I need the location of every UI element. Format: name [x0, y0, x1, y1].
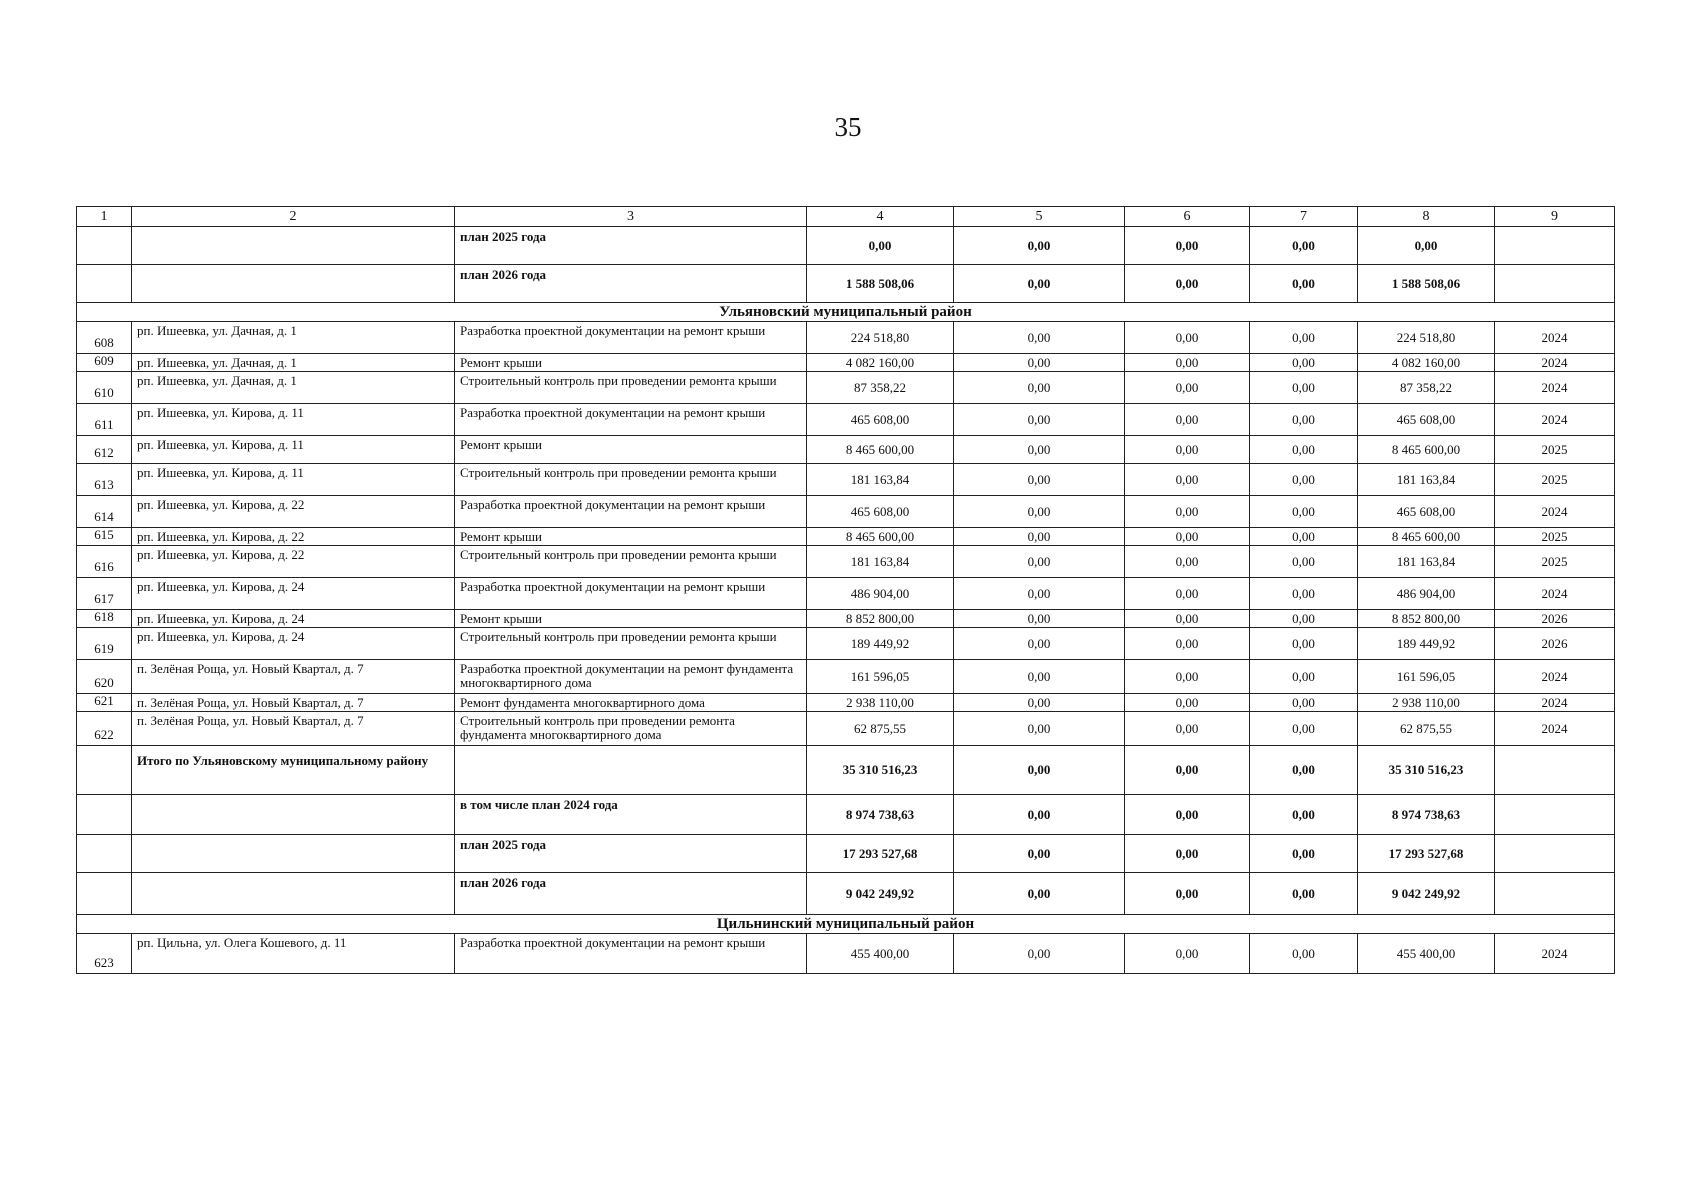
amount-c5: 0,00 — [954, 934, 1125, 974]
work-type-cell: Разработка проектной документации на ремонт крыши — [455, 496, 807, 528]
column-header: 1 — [77, 207, 132, 227]
year-cell: 2024 — [1495, 354, 1615, 372]
year-cell: 2025 — [1495, 528, 1615, 546]
amount-c5: 0,00 — [954, 227, 1125, 265]
amount-c8: 8 974 738,63 — [1358, 795, 1495, 835]
address-cell: рп. Ишеевка, ул. Кирова, д. 24 — [132, 628, 455, 660]
work-type-cell: Строительный контроль при проведении ремонта крыши — [455, 464, 807, 496]
amount-c8: 486 904,00 — [1358, 578, 1495, 610]
column-header: 5 — [954, 207, 1125, 227]
plan-label: в том числе план 2024 года — [455, 795, 807, 835]
column-header-row — [77, 207, 1615, 227]
amount-c7: 0,00 — [1250, 660, 1358, 694]
plan-row — [77, 795, 1615, 835]
table-row — [77, 628, 1615, 660]
work-type-cell: Разработка проектной документации на ремонт фундамента многоквартирного дома — [455, 660, 807, 694]
total-c5: 0,00 — [954, 746, 1125, 795]
amount-c7: 0,00 — [1250, 694, 1358, 712]
empty-cell — [77, 873, 132, 915]
total-c8: 35 310 516,23 — [1358, 746, 1495, 795]
row-number: 608 — [77, 322, 132, 354]
amount-c4: 486 904,00 — [807, 578, 954, 610]
plan-row — [77, 227, 1615, 265]
column-header: 7 — [1250, 207, 1358, 227]
address-cell: рп. Ишеевка, ул. Дачная, д. 1 — [132, 354, 455, 372]
year-cell: 2025 — [1495, 546, 1615, 578]
address-cell: рп. Ишеевка, ул. Кирова, д. 22 — [132, 528, 455, 546]
year-cell: 2024 — [1495, 660, 1615, 694]
empty-cell — [132, 873, 455, 915]
amount-c4: 17 293 527,68 — [807, 835, 954, 873]
empty-cell — [132, 227, 455, 265]
district-row-tsilninsky — [77, 915, 1615, 934]
amount-c6: 0,00 — [1125, 464, 1250, 496]
amount-c7: 0,00 — [1250, 436, 1358, 464]
amount-c4: 87 358,22 — [807, 372, 954, 404]
amount-c8: 1 588 508,06 — [1358, 265, 1495, 303]
row-number: 609 — [77, 354, 132, 372]
address-cell: п. Зелёная Роща, ул. Новый Квартал, д. 7 — [132, 660, 455, 694]
amount-c6: 0,00 — [1125, 404, 1250, 436]
row-number: 620 — [77, 660, 132, 694]
amount-c7: 0,00 — [1250, 354, 1358, 372]
amount-c4: 189 449,92 — [807, 628, 954, 660]
empty-cell — [1495, 265, 1615, 303]
amount-c8: 465 608,00 — [1358, 404, 1495, 436]
amount-c8: 87 358,22 — [1358, 372, 1495, 404]
amount-c5: 0,00 — [954, 795, 1125, 835]
total-c6: 0,00 — [1125, 746, 1250, 795]
amount-c4: 465 608,00 — [807, 404, 954, 436]
total-c7: 0,00 — [1250, 746, 1358, 795]
amount-c4: 8 465 600,00 — [807, 528, 954, 546]
work-type-cell: Разработка проектной документации на ремонт крыши — [455, 404, 807, 436]
amount-c5: 0,00 — [954, 404, 1125, 436]
table-row — [77, 496, 1615, 528]
row-number: 611 — [77, 404, 132, 436]
amount-c8: 189 449,92 — [1358, 628, 1495, 660]
table-row — [77, 354, 1615, 372]
capital-repair-table — [76, 206, 1615, 974]
amount-c6: 0,00 — [1125, 265, 1250, 303]
empty-cell — [77, 795, 132, 835]
amount-c6: 0,00 — [1125, 322, 1250, 354]
district-title: Цильнинский муниципальный район — [77, 915, 1615, 934]
amount-c5: 0,00 — [954, 873, 1125, 915]
year-cell: 2024 — [1495, 322, 1615, 354]
amount-c4: 465 608,00 — [807, 496, 954, 528]
amount-c6: 0,00 — [1125, 496, 1250, 528]
table-row — [77, 934, 1615, 974]
work-type-cell: Ремонт крыши — [455, 354, 807, 372]
amount-c6: 0,00 — [1125, 628, 1250, 660]
amount-c5: 0,00 — [954, 578, 1125, 610]
amount-c4: 8 974 738,63 — [807, 795, 954, 835]
amount-c8: 62 875,55 — [1358, 712, 1495, 746]
address-cell: рп. Ишеевка, ул. Дачная, д. 1 — [132, 372, 455, 404]
amount-c5: 0,00 — [954, 464, 1125, 496]
table-row — [77, 712, 1615, 746]
empty-cell — [1495, 227, 1615, 265]
empty-cell — [455, 746, 807, 795]
empty-cell — [77, 265, 132, 303]
amount-c5: 0,00 — [954, 835, 1125, 873]
empty-cell — [1495, 873, 1615, 915]
row-number: 610 — [77, 372, 132, 404]
amount-c5: 0,00 — [954, 546, 1125, 578]
amount-c8: 161 596,05 — [1358, 660, 1495, 694]
table-row — [77, 528, 1615, 546]
empty-cell — [77, 746, 132, 795]
amount-c7: 0,00 — [1250, 528, 1358, 546]
work-type-cell: Строительный контроль при проведении ремонта фундамента многоквартирного дома — [455, 712, 807, 746]
column-header: 3 — [455, 207, 807, 227]
row-number: 613 — [77, 464, 132, 496]
row-number: 615 — [77, 528, 132, 546]
column-header: 8 — [1358, 207, 1495, 227]
address-cell: рп. Ишеевка, ул. Кирова, д. 22 — [132, 546, 455, 578]
row-number: 621 — [77, 694, 132, 712]
amount-c6: 0,00 — [1125, 227, 1250, 265]
amount-c5: 0,00 — [954, 496, 1125, 528]
year-cell: 2024 — [1495, 372, 1615, 404]
amount-c6: 0,00 — [1125, 436, 1250, 464]
amount-c7: 0,00 — [1250, 372, 1358, 404]
total-row — [77, 746, 1615, 795]
district-row-ulyanovsky — [77, 303, 1615, 322]
empty-cell — [1495, 795, 1615, 835]
amount-c5: 0,00 — [954, 694, 1125, 712]
year-cell: 2025 — [1495, 436, 1615, 464]
amount-c6: 0,00 — [1125, 546, 1250, 578]
amount-c8: 2 938 110,00 — [1358, 694, 1495, 712]
amount-c8: 8 465 600,00 — [1358, 528, 1495, 546]
amount-c7: 0,00 — [1250, 873, 1358, 915]
work-type-cell: Ремонт фундамента многоквартирного дома — [455, 694, 807, 712]
empty-cell — [1495, 835, 1615, 873]
amount-c5: 0,00 — [954, 528, 1125, 546]
empty-cell — [132, 795, 455, 835]
amount-c8: 9 042 249,92 — [1358, 873, 1495, 915]
table-row — [77, 660, 1615, 694]
amount-c6: 0,00 — [1125, 354, 1250, 372]
plan-label: план 2025 года — [455, 835, 807, 873]
year-cell: 2024 — [1495, 496, 1615, 528]
amount-c6: 0,00 — [1125, 660, 1250, 694]
amount-c7: 0,00 — [1250, 628, 1358, 660]
column-header: 6 — [1125, 207, 1250, 227]
table-row — [77, 372, 1615, 404]
amount-c4: 1 588 508,06 — [807, 265, 954, 303]
page-number: 35 — [834, 112, 862, 142]
amount-c6: 0,00 — [1125, 578, 1250, 610]
amount-c8: 181 163,84 — [1358, 464, 1495, 496]
year-cell: 2026 — [1495, 628, 1615, 660]
amount-c5: 0,00 — [954, 610, 1125, 628]
address-cell: рп. Ишеевка, ул. Кирова, д. 22 — [132, 496, 455, 528]
table-row — [77, 694, 1615, 712]
total-c4: 35 310 516,23 — [807, 746, 954, 795]
address-cell: рп. Ишеевка, ул. Дачная, д. 1 — [132, 322, 455, 354]
amount-c6: 0,00 — [1125, 934, 1250, 974]
year-cell: 2024 — [1495, 404, 1615, 436]
row-number: 616 — [77, 546, 132, 578]
plan-row — [77, 265, 1615, 303]
amount-c5: 0,00 — [954, 372, 1125, 404]
amount-c8: 8 465 600,00 — [1358, 436, 1495, 464]
amount-c5: 0,00 — [954, 628, 1125, 660]
district-title: Ульяновский муниципальный район — [77, 303, 1615, 322]
table-row — [77, 546, 1615, 578]
address-cell: рп. Ишеевка, ул. Кирова, д. 11 — [132, 404, 455, 436]
table-row — [77, 404, 1615, 436]
amount-c4: 4 082 160,00 — [807, 354, 954, 372]
amount-c7: 0,00 — [1250, 578, 1358, 610]
address-cell: п. Зелёная Роща, ул. Новый Квартал, д. 7 — [132, 694, 455, 712]
amount-c7: 0,00 — [1250, 265, 1358, 303]
amount-c8: 17 293 527,68 — [1358, 835, 1495, 873]
total-label: Итого по Ульяновскому муниципальному району — [132, 746, 455, 795]
amount-c4: 455 400,00 — [807, 934, 954, 974]
amount-c7: 0,00 — [1250, 795, 1358, 835]
plan-row — [77, 873, 1615, 915]
amount-c4: 8 852 800,00 — [807, 610, 954, 628]
amount-c6: 0,00 — [1125, 610, 1250, 628]
amount-c7: 0,00 — [1250, 496, 1358, 528]
plan-label: план 2026 года — [455, 873, 807, 915]
work-type-cell: Ремонт крыши — [455, 528, 807, 546]
column-header: 2 — [132, 207, 455, 227]
row-number: 614 — [77, 496, 132, 528]
amount-c4: 181 163,84 — [807, 546, 954, 578]
row-number: 618 — [77, 610, 132, 628]
amount-c4: 0,00 — [807, 227, 954, 265]
work-type-cell: Ремонт крыши — [455, 610, 807, 628]
address-cell: рп. Ишеевка, ул. Кирова, д. 11 — [132, 436, 455, 464]
amount-c8: 224 518,80 — [1358, 322, 1495, 354]
plan-label: план 2026 года — [455, 265, 807, 303]
row-number: 622 — [77, 712, 132, 746]
table-row — [77, 322, 1615, 354]
amount-c8: 4 082 160,00 — [1358, 354, 1495, 372]
amount-c6: 0,00 — [1125, 835, 1250, 873]
amount-c8: 455 400,00 — [1358, 934, 1495, 974]
empty-cell — [77, 227, 132, 265]
amount-c4: 2 938 110,00 — [807, 694, 954, 712]
amount-c7: 0,00 — [1250, 712, 1358, 746]
amount-c6: 0,00 — [1125, 694, 1250, 712]
work-type-cell: Строительный контроль при проведении ремонта крыши — [455, 546, 807, 578]
year-cell: 2026 — [1495, 610, 1615, 628]
year-cell: 2024 — [1495, 694, 1615, 712]
amount-c7: 0,00 — [1250, 464, 1358, 496]
amount-c5: 0,00 — [954, 436, 1125, 464]
amount-c4: 224 518,80 — [807, 322, 954, 354]
table-row — [77, 464, 1615, 496]
plan-row — [77, 835, 1615, 873]
amount-c5: 0,00 — [954, 660, 1125, 694]
amount-c6: 0,00 — [1125, 528, 1250, 546]
amount-c4: 181 163,84 — [807, 464, 954, 496]
amount-c4: 62 875,55 — [807, 712, 954, 746]
work-type-cell: Разработка проектной документации на ремонт крыши — [455, 322, 807, 354]
column-header: 4 — [807, 207, 954, 227]
amount-c5: 0,00 — [954, 712, 1125, 746]
table-row — [77, 578, 1615, 610]
year-cell: 2024 — [1495, 934, 1615, 974]
amount-c8: 8 852 800,00 — [1358, 610, 1495, 628]
row-number: 612 — [77, 436, 132, 464]
amount-c6: 0,00 — [1125, 795, 1250, 835]
address-cell: рп. Ишеевка, ул. Кирова, д. 11 — [132, 464, 455, 496]
address-cell: п. Зелёная Роща, ул. Новый Квартал, д. 7 — [132, 712, 455, 746]
amount-c8: 181 163,84 — [1358, 546, 1495, 578]
table-body — [77, 207, 1615, 974]
year-cell: 2025 — [1495, 464, 1615, 496]
empty-cell — [132, 835, 455, 873]
address-cell: рп. Ишеевка, ул. Кирова, д. 24 — [132, 578, 455, 610]
amount-c5: 0,00 — [954, 265, 1125, 303]
work-type-cell: Ремонт крыши — [455, 436, 807, 464]
amount-c7: 0,00 — [1250, 546, 1358, 578]
empty-cell — [132, 265, 455, 303]
amount-c5: 0,00 — [954, 322, 1125, 354]
amount-c5: 0,00 — [954, 354, 1125, 372]
table-row — [77, 436, 1615, 464]
amount-c6: 0,00 — [1125, 372, 1250, 404]
amount-c7: 0,00 — [1250, 404, 1358, 436]
row-number: 617 — [77, 578, 132, 610]
work-type-cell: Строительный контроль при проведении ремонта крыши — [455, 372, 807, 404]
work-type-cell: Разработка проектной документации на ремонт крыши — [455, 578, 807, 610]
plan-label: план 2025 года — [455, 227, 807, 265]
work-type-cell: Строительный контроль при проведении ремонта крыши — [455, 628, 807, 660]
year-cell: 2024 — [1495, 578, 1615, 610]
address-cell: рп. Цильна, ул. Олега Кошевого, д. 11 — [132, 934, 455, 974]
year-cell: 2024 — [1495, 712, 1615, 746]
row-number: 619 — [77, 628, 132, 660]
work-type-cell: Разработка проектной документации на ремонт крыши — [455, 934, 807, 974]
amount-c4: 9 042 249,92 — [807, 873, 954, 915]
amount-c7: 0,00 — [1250, 322, 1358, 354]
amount-c7: 0,00 — [1250, 610, 1358, 628]
amount-c4: 8 465 600,00 — [807, 436, 954, 464]
amount-c7: 0,00 — [1250, 835, 1358, 873]
amount-c4: 161 596,05 — [807, 660, 954, 694]
amount-c7: 0,00 — [1250, 227, 1358, 265]
table-row — [77, 610, 1615, 628]
amount-c8: 465 608,00 — [1358, 496, 1495, 528]
empty-cell — [77, 835, 132, 873]
address-cell: рп. Ишеевка, ул. Кирова, д. 24 — [132, 610, 455, 628]
amount-c7: 0,00 — [1250, 934, 1358, 974]
empty-cell — [1495, 746, 1615, 795]
amount-c8: 0,00 — [1358, 227, 1495, 265]
amount-c6: 0,00 — [1125, 873, 1250, 915]
amount-c6: 0,00 — [1125, 712, 1250, 746]
column-header: 9 — [1495, 207, 1615, 227]
row-number: 623 — [77, 934, 132, 974]
